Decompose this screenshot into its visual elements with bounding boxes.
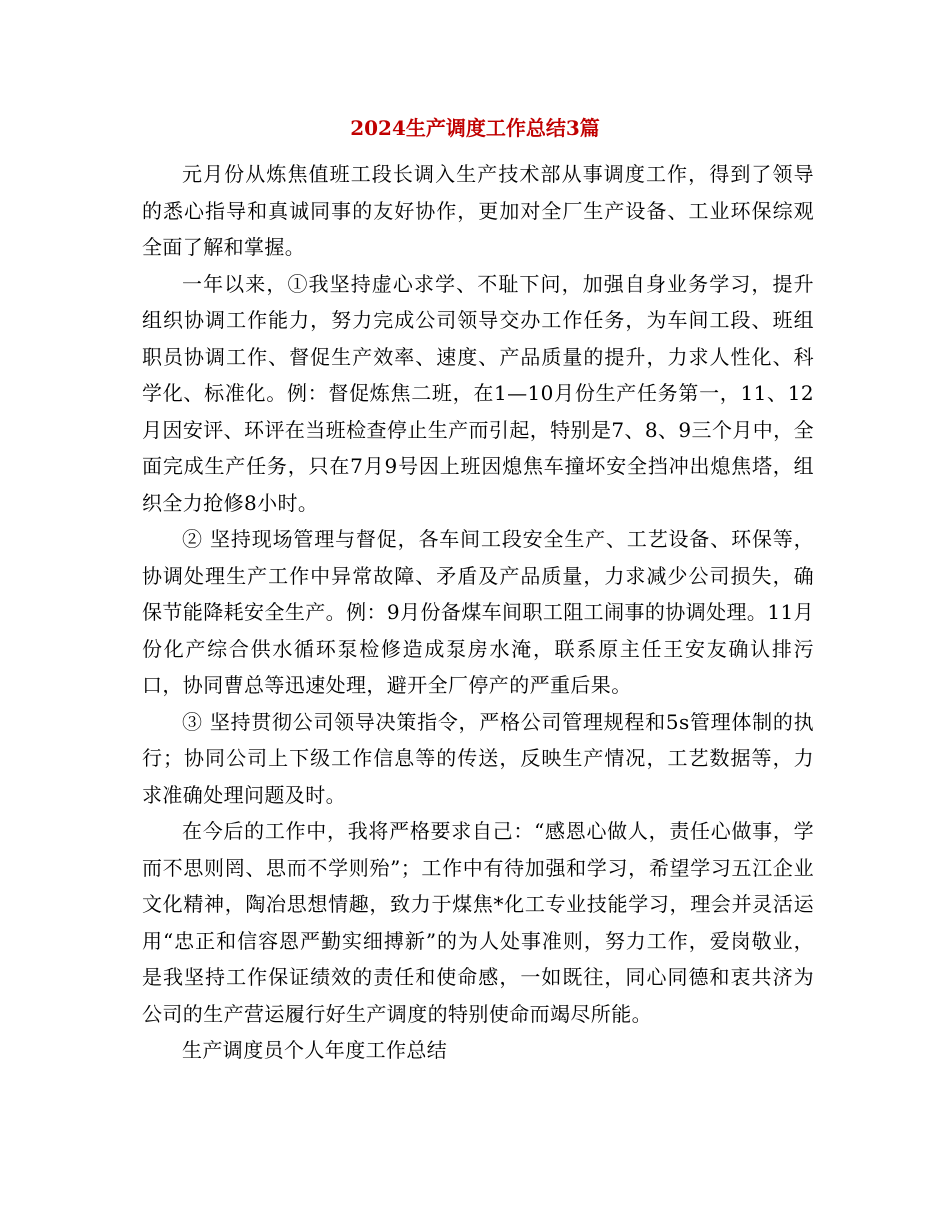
paragraph-5: 在今后的工作中，我将严格要求自己：“感恩心做人，责任心做事，学而不思则罔、思而不学则殆”；工作中有待加强和学习，希望学习五江企业文化精神，陶冶思想情趣，致力于煤焦*化工专业技能学习，理会并灵活运用“忠正和信容恩严勤实细搏新”的为人处事准则，努力工作，爱岗敬业，是我坚持工作保证绩效的责任和使命感，一如既往，同心同德和衷共济为公司的生产营运履行好生产调度的特别使命而竭尽所能。: [142, 819, 814, 1026]
document-title: 2024生产调度工作总结3篇: [350, 116, 600, 140]
section-heading: 生产调度员个人年度工作总结: [182, 1038, 448, 1062]
document-body: [142, 156, 814, 1069]
paragraph-1: 元月份从炼焦值班工段长调入生产技术部从事调度工作，得到了领导的悉心指导和真诚同事的友好协作，更加对全厂生产设备、工业环保综观全面了解和掌握。: [142, 162, 814, 259]
paragraph-3: ② 坚持现场管理与督促，各车间工段安全生产、工艺设备、环保等，协调处理生产工作中异常故障、矛盾及产品质量，力求减少公司损失，确保节能降耗安全生产。例：9月份备煤车间职工阻工闹事的协调处理。11月份化产综合供水循环泵检修造成泵房水淹，联系原主任王安友确认排污口，协同曹总等迅速处理，避开全厂停产的严重后果。: [142, 527, 814, 697]
paragraph-2: 一年以来，①我坚持虚心求学、不耻下问，加强自身业务学习，提升组织协调工作能力，努力完成公司领导交办工作任务，为车间工段、班组职员协调工作、督促生产效率、速度、产品质量的提升，力求人性化、科学化、标准化。例：督促炼焦二班，在1—10月份生产任务第一，11、12月因安评、环评在当班检查停止生产而引起，特别是7、8、9三个月中，全面完成生产任务，只在7月9号因上班因熄焦车撞坏安全挡冲出熄焦塔，组织全力抢修8小时。: [142, 271, 814, 515]
paragraph-4: ③ 坚持贯彻公司领导决策指令，严格公司管理规程和5s管理体制的执行；协同公司上下级工作信息等的传送，反映生产情况，工艺数据等，力求准确处理问题及时。: [142, 709, 814, 807]
